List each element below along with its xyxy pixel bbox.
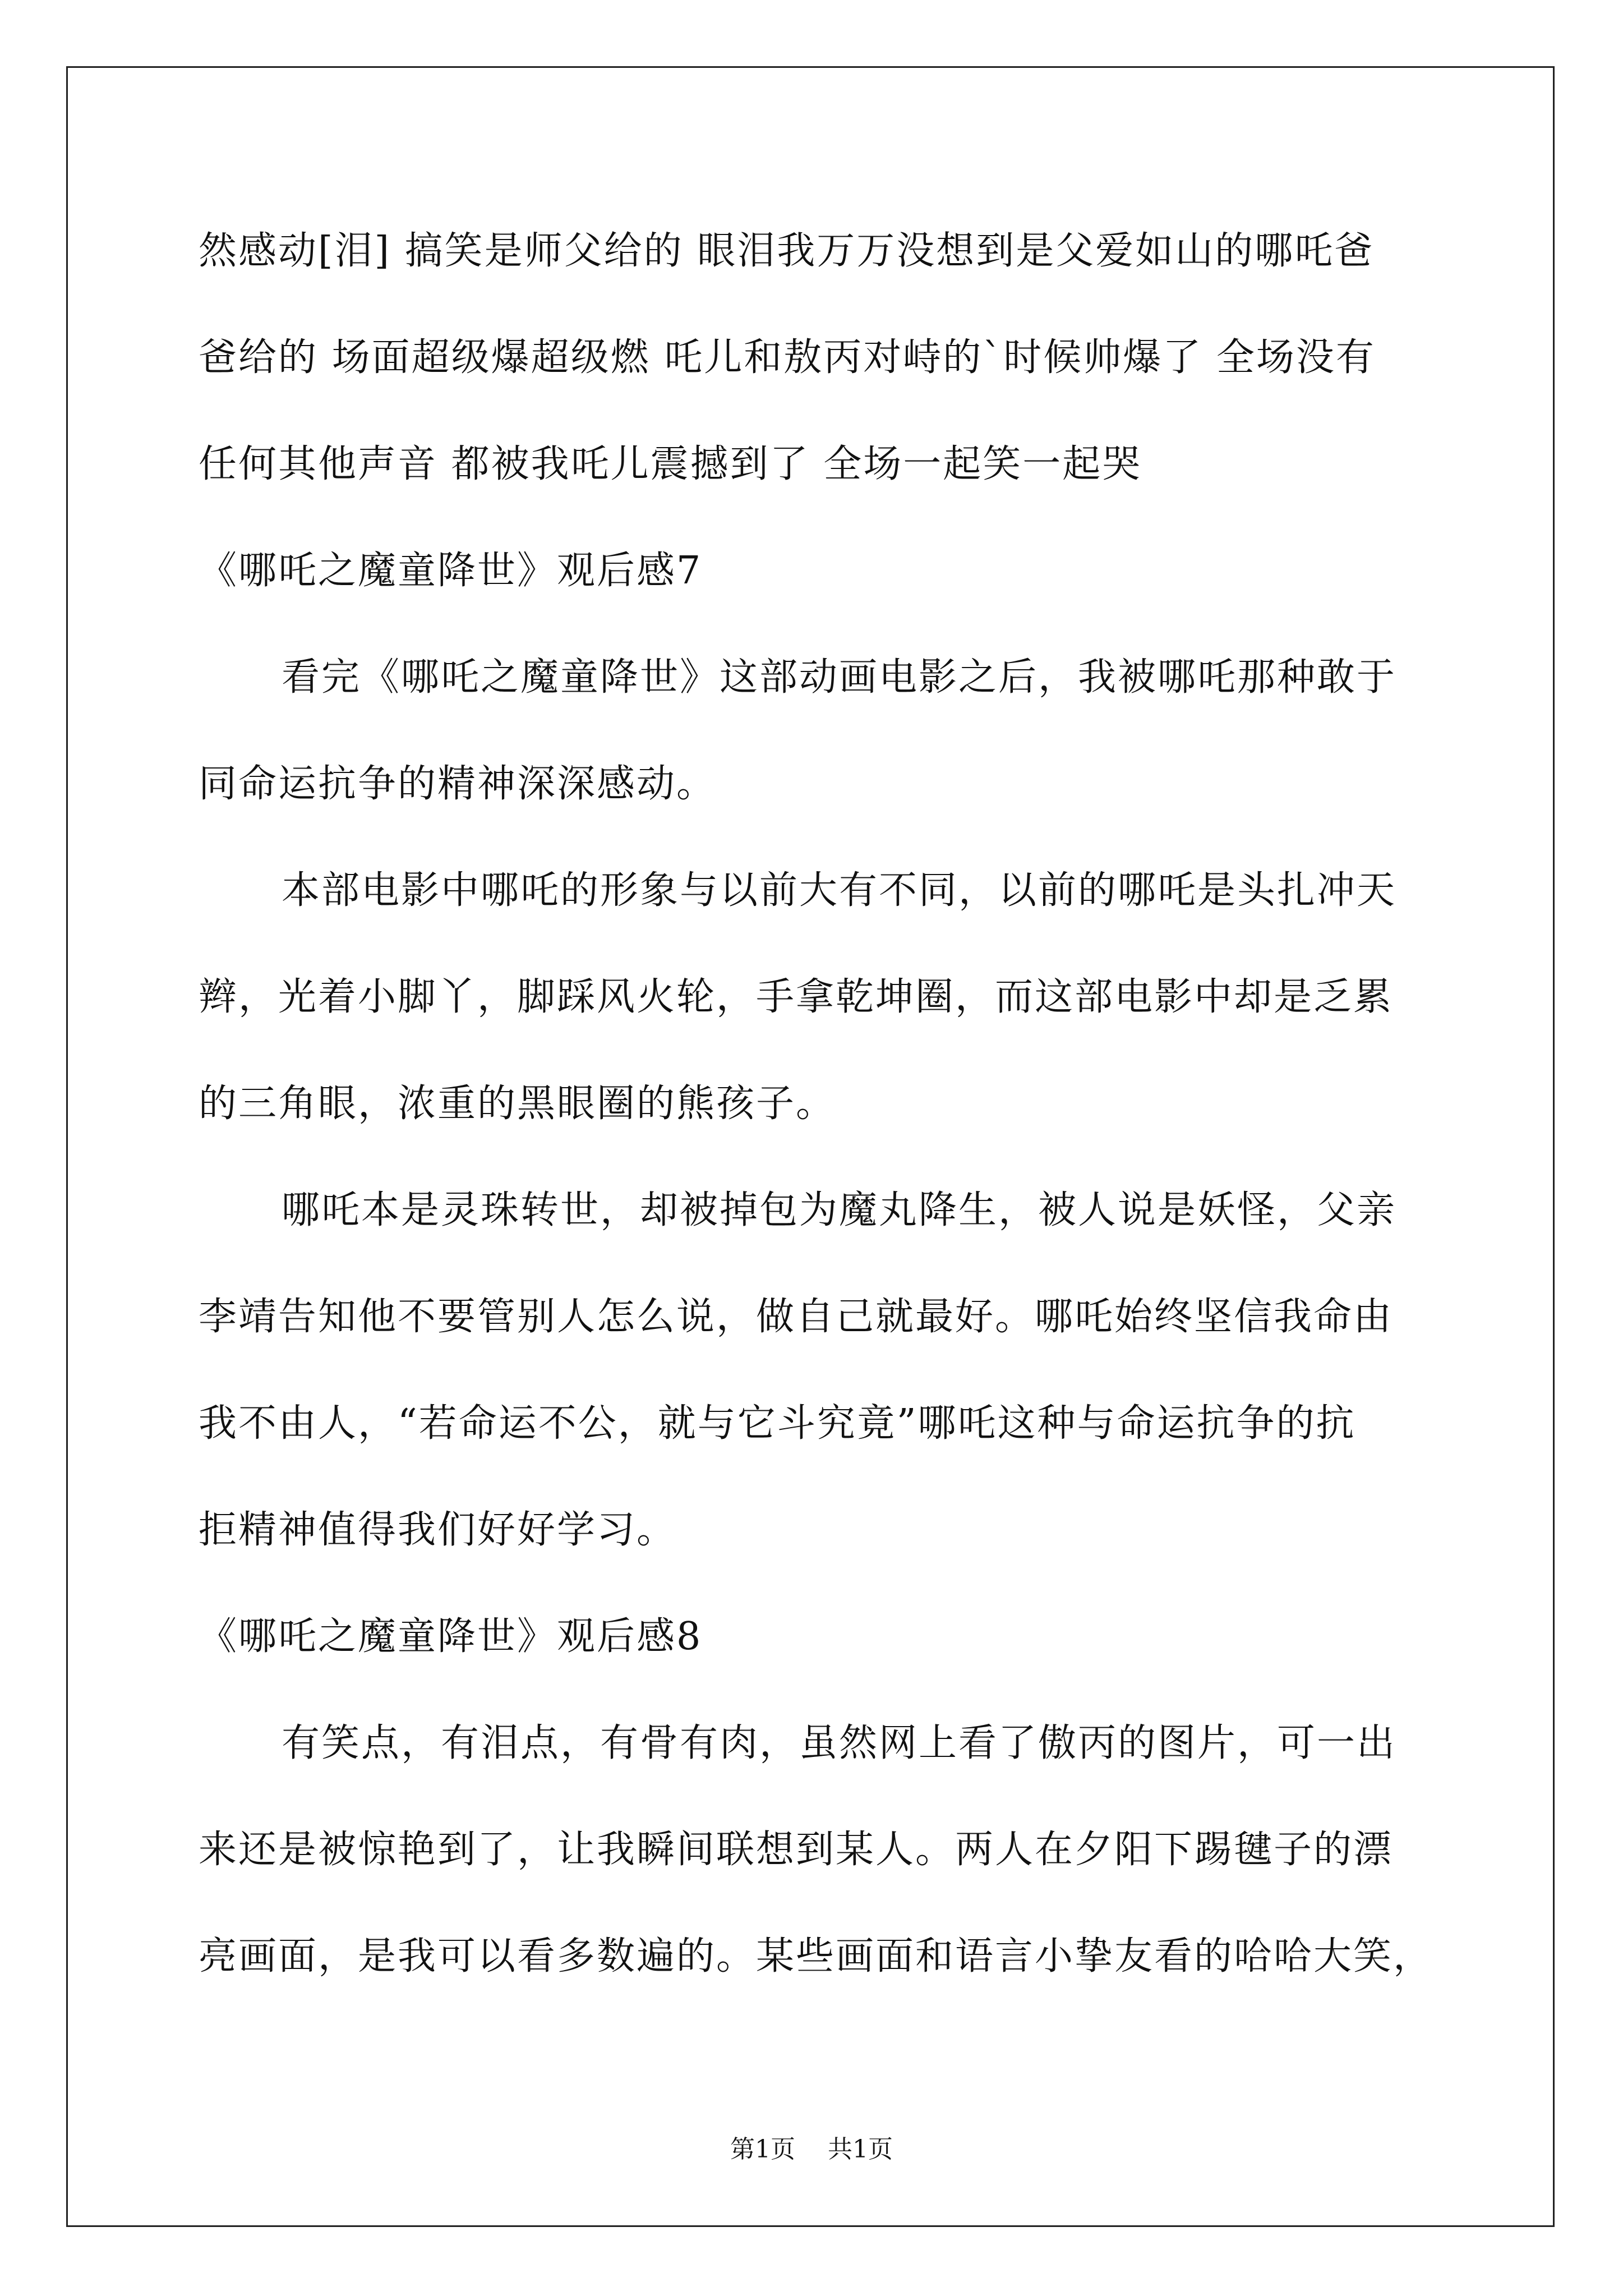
paragraph-first-line: 看完《哪吒之魔童降世》这部动画电影之后，我被哪吒那种敢于 <box>282 655 1397 700</box>
text-line: 来还是被惊艳到了，让我瞬间联想到某人。两人在夕阳下踢毽子的漂 <box>199 1828 1394 1872</box>
text-line: 李靖告知他不要管别人怎么说，做自己就最好。哪吒始终坚信我命由 <box>199 1295 1394 1339</box>
paragraph-first-line: 有笑点，有泪点，有骨有肉，虽然网上看了傲丙的图片，可一出 <box>282 1721 1397 1765</box>
paragraph-first-line: 哪吒本是灵珠转世，却被掉包为魔丸降生，被人说是妖怪，父亲 <box>282 1188 1397 1232</box>
page-border <box>66 66 1555 2227</box>
page-footer <box>0 2133 1623 2166</box>
section-heading: 《哪吒之魔童降世》观后感7 <box>199 549 703 593</box>
text-line: 的三角眼，浓重的黑眼圈的熊孩子。 <box>199 1082 836 1126</box>
section-heading: 《哪吒之魔童降世》观后感8 <box>199 1614 703 1659</box>
text-line: 辫，光着小脚丫，脚踩风火轮，手拿乾坤圈，而这部电影中却是乏累 <box>199 975 1394 1019</box>
text-line: 亮画面，是我可以看多数遍的。某些画面和语言小挚友看的哈哈大笑， <box>199 1934 1433 1978</box>
text-line: 任何其他声音 都被我吒儿震撼到了 全场一起笑一起哭 <box>199 442 1142 486</box>
text-line: 爸给的 场面超级爆超级燃 吒儿和敖丙对峙的`时候帅爆了 全场没有 <box>199 335 1376 380</box>
text-line: 同命运抗争的精神深深感动。 <box>199 762 717 806</box>
page-total: 共1页 <box>828 2135 893 2164</box>
text-line: 然感动[泪] 搞笑是师父给的 眼泪我万万没想到是父爱如山的哪吒爸 <box>199 229 1375 273</box>
text-line: 我不由人，“若命运不公，就与它斗究竟”哪吒这种与命运抗争的抗 <box>199 1401 1356 1446</box>
text-line: 拒精神值得我们好好学习。 <box>199 1508 677 1552</box>
page-number: 第1页 <box>730 2135 795 2164</box>
paragraph-first-line: 本部电影中哪吒的形象与以前大有不同，以前的哪吒是头扎冲天 <box>282 868 1397 913</box>
